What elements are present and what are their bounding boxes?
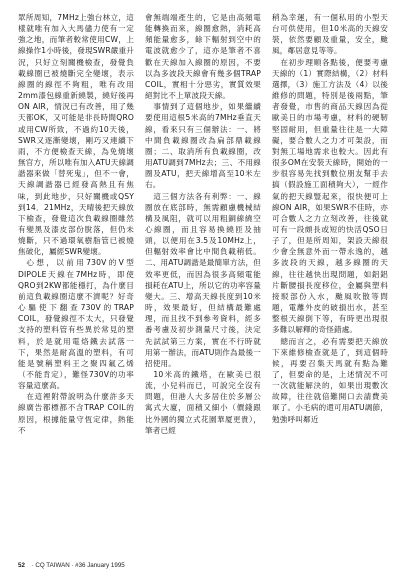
text-column-1: [18, 12, 134, 560]
text-column-3: [272, 12, 388, 560]
text-column-2: [145, 12, 261, 560]
page-number: 52: [18, 562, 25, 569]
publication-info: · CQ TAIWAN · #36 January 1995: [31, 562, 125, 569]
paragraph: 10米高的鐵塔，在歐美已很流，小兒科而已，可說完全沒有問題，但港人大多居住於多層公寓式大廈，面積又細小（價錢跟比外國的獨立式花園華厦更貴），筆者已經: [145, 370, 261, 435]
paragraph: 總而言之，必有需要把天線放下來維修檢查就是了，到這個時候，再要召集天馬就有點為難了，但要命的是，上述情況不可一次就能解決的，如果出現數次故障，往往就倍難開口去請費美軍了。小毛病的還可用ATU調節，勉強呼叫鄰近: [272, 336, 388, 424]
page-footer: [18, 562, 125, 569]
paragraph: 在初步理順各點後，便要考慮天線的（1）實際結構，（2）材料選擇，（3）施工方法及（4）以後維修的問題，特別是後兩點，筆者發覺，市售的商品天線因為從歐美日的市場考慮，材料的硬靭堅固耐用，但重量往往是一大障礙，要合數人之力才可架設，而對無工場地需求也較大。因此有很多OM在安裝天線時，開始的一步很容易先找到數位朋友幫手去搞（假設施工面積夠大），一經作氣的把天線豎起來，很快便可上線ON AIR，如果SWR不佳時，亦可合數人之力立刻改善，往後就可有一段頗長或短的快活QSO日子了，但是所周知，架設天線很少會全無意外而一帶永逸的，越多波段的天線，越多線圈的天線，往往越快出現問題，如鋁鋁片斷腰損長度移位，金屬與塑料接駁部份入水，颱風吹散等問題，電離外皮的破損出水，甚至整根天線倒下等，有時更出現很多難以解釋的奇怪錯處。: [272, 57, 388, 335]
paragraph: 會無端端產生的，它是由高頻電能轉換而來，線圈愈熱，消耗高頻能量愈多，餘下輻射到空中的電波就愈少了，這亦是筆者不喜歡在天線加入線圈的原因，不要以為多波段天線會有幾多個TRAP COIL，實相十分惡劣，實質效果絕對比不上單波段天線。: [145, 13, 261, 101]
paragraph: 這三個方法各有利弊：一、線圈放在底部時，無需顧慮機械結構及風阻，就可以用粗銅線繞空心線圈，而且容易換繞匝及抽頭，以便用在3.5及10MHz上，但輻射效率會比中間負載稍低。二、用ATU調諧是最簡單方法，但效率更低，而因為很多高頻電能損耗在ATU上，所以它的功率容量變大。三、增高天線長度到10米時，效果最好，但結構最難處理，而且找不到參考資料，經多番考慮及初步測量尺寸後，決定先試試第三方案，實在不行時就用第一辦法，而ATU則作為最後一招使用。: [145, 191, 261, 368]
paragraph: 在這裡附帶說明為什麼許多天線廣告都標都不含TRAP COIL的原因，根據能量守恆定律，熱能不: [18, 392, 134, 435]
paragraph: 稍為幸運，有一個私用的小型天台可供使用，但10米高的天線安裝，依然要顧及重量，安全，颱風，鄰居意見等等。: [272, 13, 388, 56]
paragraph: 事情到了這個地步，如果繼續要使用這根5米高的7MHz垂直天線，看來只有三個辦法：一、將中間負載線圈改為扁部鼎載線圈；二、取消所有負載線圈，改用ATU調到7MHz去；三、不用線圈及ATU，把天線增高至10米左右。: [145, 102, 261, 190]
paragraph: 心想，以前用730V的V型DIPOLE天線在7MHz時，即使QRO到2KW都能穩打，為什麼目前這負載線圈這麼不濟呢？好奇心驅使下翻查730V的TRAP COIL，發覺線徑不太大，只發覺支持的塑料管有些異於常見的塑料，於是就用電烙鐵去試落一下，果然是耐高溫的塑料，有可能是號稱塑料王之聚四氟乙烯（不能肯定），難怪730V的功率容量這麼高。: [18, 258, 134, 391]
article-body: [18, 12, 388, 560]
paragraph: 眾所周知，7MHz上強台林立，這樣就唯有加入大馬儘力使有一定強之地，而筆者較常使用CW，上線操作1小時後，發現SWR嚴重升況，只好立刻關機檢查，發覺負載線圈已被燒斷完全變壞，表示線圈的線徑不夠粗，唯有改用2mm漆包線重新繞製，繞好後再ON AIR，情況已有改善，用了幾天都OK，又可能是非長時間QRO或用CW所致，不過約10天後，SWR又逐漸變壞，剛巧又連續下雨，不方便檢查天線，為免燒壞無官方，所以唯有加入ATU天線調諧器來做「替死鬼」，但不一會，天線調諧器已經發高熱且有焦味，到此地步，只好關機或QSY到14．21MHz，天晴後把天線放下檢查，發覺這次負載線圈雖然有變黑及漆皮部份脫落，但仍未燒斷，只不過環氧樹脂管已被燒焦破化，屬經SWR變壞。: [18, 13, 134, 257]
